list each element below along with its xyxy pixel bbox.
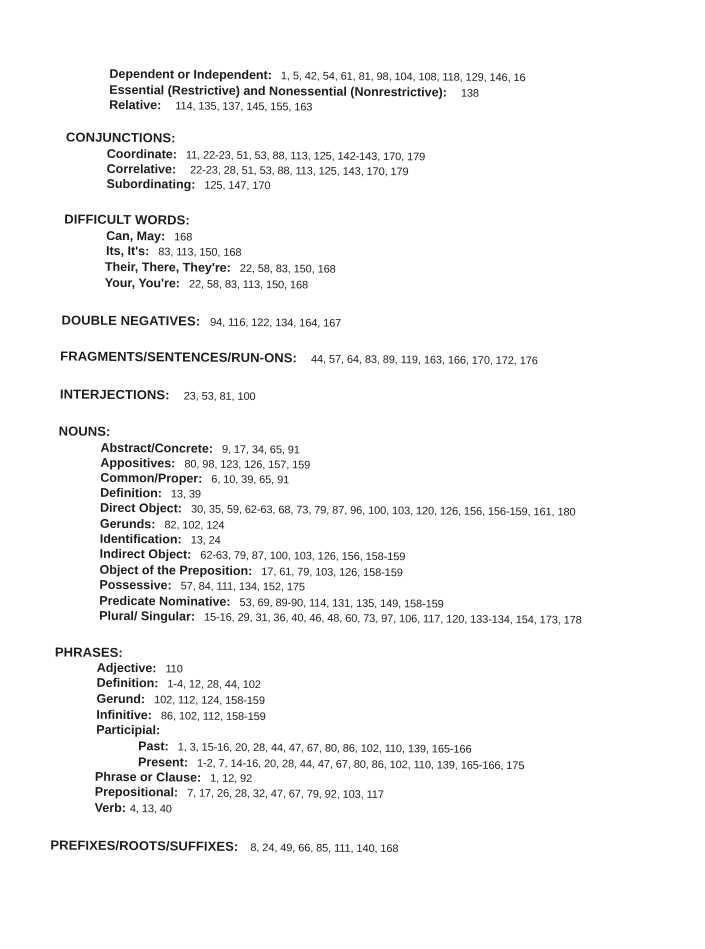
entry-pages: 138 <box>460 87 479 100</box>
index-entry <box>107 178 271 192</box>
entry-term: Past: <box>138 739 169 754</box>
index-entry <box>96 709 265 723</box>
entry-term: Direct Object: <box>99 500 183 516</box>
index-entry <box>95 802 172 816</box>
index-entry <box>99 610 582 627</box>
entry-term: Present: <box>137 755 189 770</box>
entry-term: Predicate Nominative: <box>99 593 231 609</box>
entry-pages: 1, 3, 15-16, 20, 28, 44, 47, 67, 80, 86, 102, 110, 139, 165-166 <box>177 741 472 756</box>
entry-term: Verb: <box>94 800 126 816</box>
entry-pages: 9, 17, 34, 65, 91 <box>221 443 300 457</box>
entry-pages: 57, 84, 111, 134, 152, 175 <box>180 580 305 594</box>
entry-pages: 15-16, 29, 31, 36, 40, 46, 48, 60, 73, 97, 106, 117, 120, 133-134, 154, 173, 178 <box>203 611 582 627</box>
entry-pages: 13, 39 <box>170 488 201 501</box>
index-entry <box>100 518 225 532</box>
entry-term: Participial: <box>96 722 161 738</box>
index-entry <box>97 677 261 691</box>
entry-pages: 30, 35, 59, 62-63, 68, 73, 79, 87, 96, 100, 103, 120, 126, 156, 156-159, 161, 180 <box>190 503 576 519</box>
index-entry <box>99 564 402 579</box>
entry-pages: 6, 10, 39, 65, 91 <box>211 473 290 487</box>
section-heading-double-negatives: DOUBLE NEGATIVES: 94, 116, 122, 134, 164, 167 <box>61 312 342 330</box>
index-entry <box>105 277 308 292</box>
index-entry <box>100 548 406 563</box>
entry-pages: 62-63, 79, 87, 100, 103, 126, 156, 158-159 <box>200 549 406 564</box>
entry-pages: 80, 98, 123, 126, 157, 159 <box>184 458 311 472</box>
entry-term: Object of the Preposition: <box>99 562 253 578</box>
index-entry <box>97 662 183 676</box>
index-entry <box>100 442 299 457</box>
entry-pages: 1-2, 7, 14-16, 20, 28, 44, 47, 67, 80, 86, 102, 110, 139, 165-166, 175 <box>196 757 525 773</box>
entry-pages: 1, 5, 42, 54, 61, 81, 98, 104, 108, 118, 129, 146, 16 <box>280 70 526 85</box>
index-entry <box>107 148 425 164</box>
entry-pages: 17, 61, 79, 103, 126, 158-159 <box>261 566 403 580</box>
index-entry <box>109 99 312 114</box>
entry-pages: 82, 102, 124 <box>164 519 225 532</box>
entry-term: Definition: <box>100 485 162 501</box>
entry-pages: 114, 135, 137, 145, 155, 163 <box>175 100 313 114</box>
index-entry <box>100 472 289 486</box>
index-entry <box>100 502 576 519</box>
entry-pages: 125, 147, 170 <box>204 179 271 193</box>
entry-term: Relative: <box>109 97 162 113</box>
entry-pages: 168 <box>174 231 193 244</box>
index-subentry <box>138 740 471 756</box>
section-heading-interjections: INTERJECTIONS: 23, 53, 81, 100 <box>59 386 256 404</box>
entry-term: Gerunds: <box>99 516 156 532</box>
index-entry <box>100 533 221 547</box>
entry-term: Infinitive: <box>96 707 153 723</box>
entry-pages: 44, 57, 64, 83, 89, 119, 163, 166, 170, 172, 176 <box>310 353 538 368</box>
section-heading-nouns: NOUNS: <box>58 423 111 439</box>
entry-pages: 13, 24 <box>190 534 221 547</box>
entry-term: Its, It's: <box>105 243 150 259</box>
section-heading-conjunctions: CONJUNCTIONS: <box>65 129 176 146</box>
entry-pages: 22, 58, 83, 150, 168 <box>239 262 336 276</box>
entry-pages: 23, 53, 81, 100 <box>183 390 256 404</box>
section-heading-phrases: PHRASES: <box>54 644 123 660</box>
section-heading-fragments: FRAGMENTS/SENTENCES/RUN-ONS: 44, 57, 64, 83, 89, 119, 163, 166, 170, 172, 176 <box>60 348 538 368</box>
index-entry <box>105 261 336 276</box>
entry-term: Correlative: <box>106 161 177 177</box>
entry-term: Appositives: <box>100 455 176 471</box>
index-entry <box>100 457 310 472</box>
entry-term: Common/Proper: <box>100 470 203 486</box>
entry-pages: 1-4, 12, 28, 44, 102 <box>167 678 261 692</box>
entry-pages: 4, 13, 40 <box>129 803 172 816</box>
index-entry <box>100 487 201 501</box>
entry-pages: 102, 112, 124, 158-159 <box>154 694 265 708</box>
entry-term: Plural/ Singular: <box>99 608 196 624</box>
entry-term: Essential (Restrictive) and Nonessential (Nonrestrictive): <box>109 82 447 100</box>
entry-term: Dependent or Independent: <box>109 66 272 83</box>
entry-pages: 83, 113, 150, 168 <box>158 246 242 259</box>
entry-pages: 22, 58, 83, 113, 150, 168 <box>188 278 309 292</box>
entry-pages: 86, 102, 112, 158-159 <box>160 710 266 724</box>
entry-pages: 8, 24, 49, 66, 85, 111, 140, 168 <box>250 841 399 856</box>
index-entry <box>99 579 305 594</box>
index-entry <box>96 724 160 737</box>
entry-pages: 110 <box>165 663 183 676</box>
entry-term: Can, May: <box>106 228 166 244</box>
entry-term: Subordinating: <box>106 176 196 192</box>
index-entry <box>95 786 384 801</box>
index-entry <box>95 771 252 785</box>
entry-term: Identification: <box>99 531 182 547</box>
entry-term: Abstract/Concrete: <box>100 440 214 456</box>
index-entry <box>106 245 241 259</box>
entry-term: Phrase or Clause: <box>94 769 202 785</box>
section-heading-prefixes: PREFIXES/ROOTS/SUFFIXES: 8, 24, 49, 66, 85, 111, 140, 168 <box>50 837 399 856</box>
index-entry <box>109 84 479 100</box>
entry-pages: 53, 69, 89-90, 114, 131, 135, 149, 158-159 <box>239 596 444 611</box>
entry-term: Definition: <box>96 675 159 691</box>
entry-pages: 94, 116, 122, 134, 164, 167 <box>210 316 342 330</box>
index-entry <box>109 68 525 84</box>
entry-term: Gerund: <box>96 691 146 707</box>
index-entry <box>96 693 264 707</box>
entry-pages: 1, 12, 92 <box>210 772 253 786</box>
section-heading-difficult-words: DIFFICULT WORDS: <box>64 211 190 228</box>
entry-term: Indirect Object: <box>99 546 192 562</box>
index-entry <box>106 230 192 244</box>
index-entry <box>99 595 444 611</box>
entry-term: Your, You're: <box>104 275 181 291</box>
entry-pages: 22-23, 28, 51, 53, 88, 113, 125, 143, 170, 179 <box>190 164 409 179</box>
entry-term: Coordinate: <box>106 146 177 162</box>
entry-pages: 11, 22-23, 51, 53, 88, 113, 125, 142-143, 170, 179 <box>185 149 426 164</box>
entry-term: Prepositional: <box>94 784 179 800</box>
entry-pages: 7, 17, 26, 28, 32, 47, 67, 79, 92, 103, 117 <box>187 787 384 802</box>
entry-term: Their, There, They're: <box>104 259 231 275</box>
entry-term: Possessive: <box>99 577 172 593</box>
index-entry <box>107 163 409 178</box>
entry-term: Adjective: <box>96 660 157 676</box>
